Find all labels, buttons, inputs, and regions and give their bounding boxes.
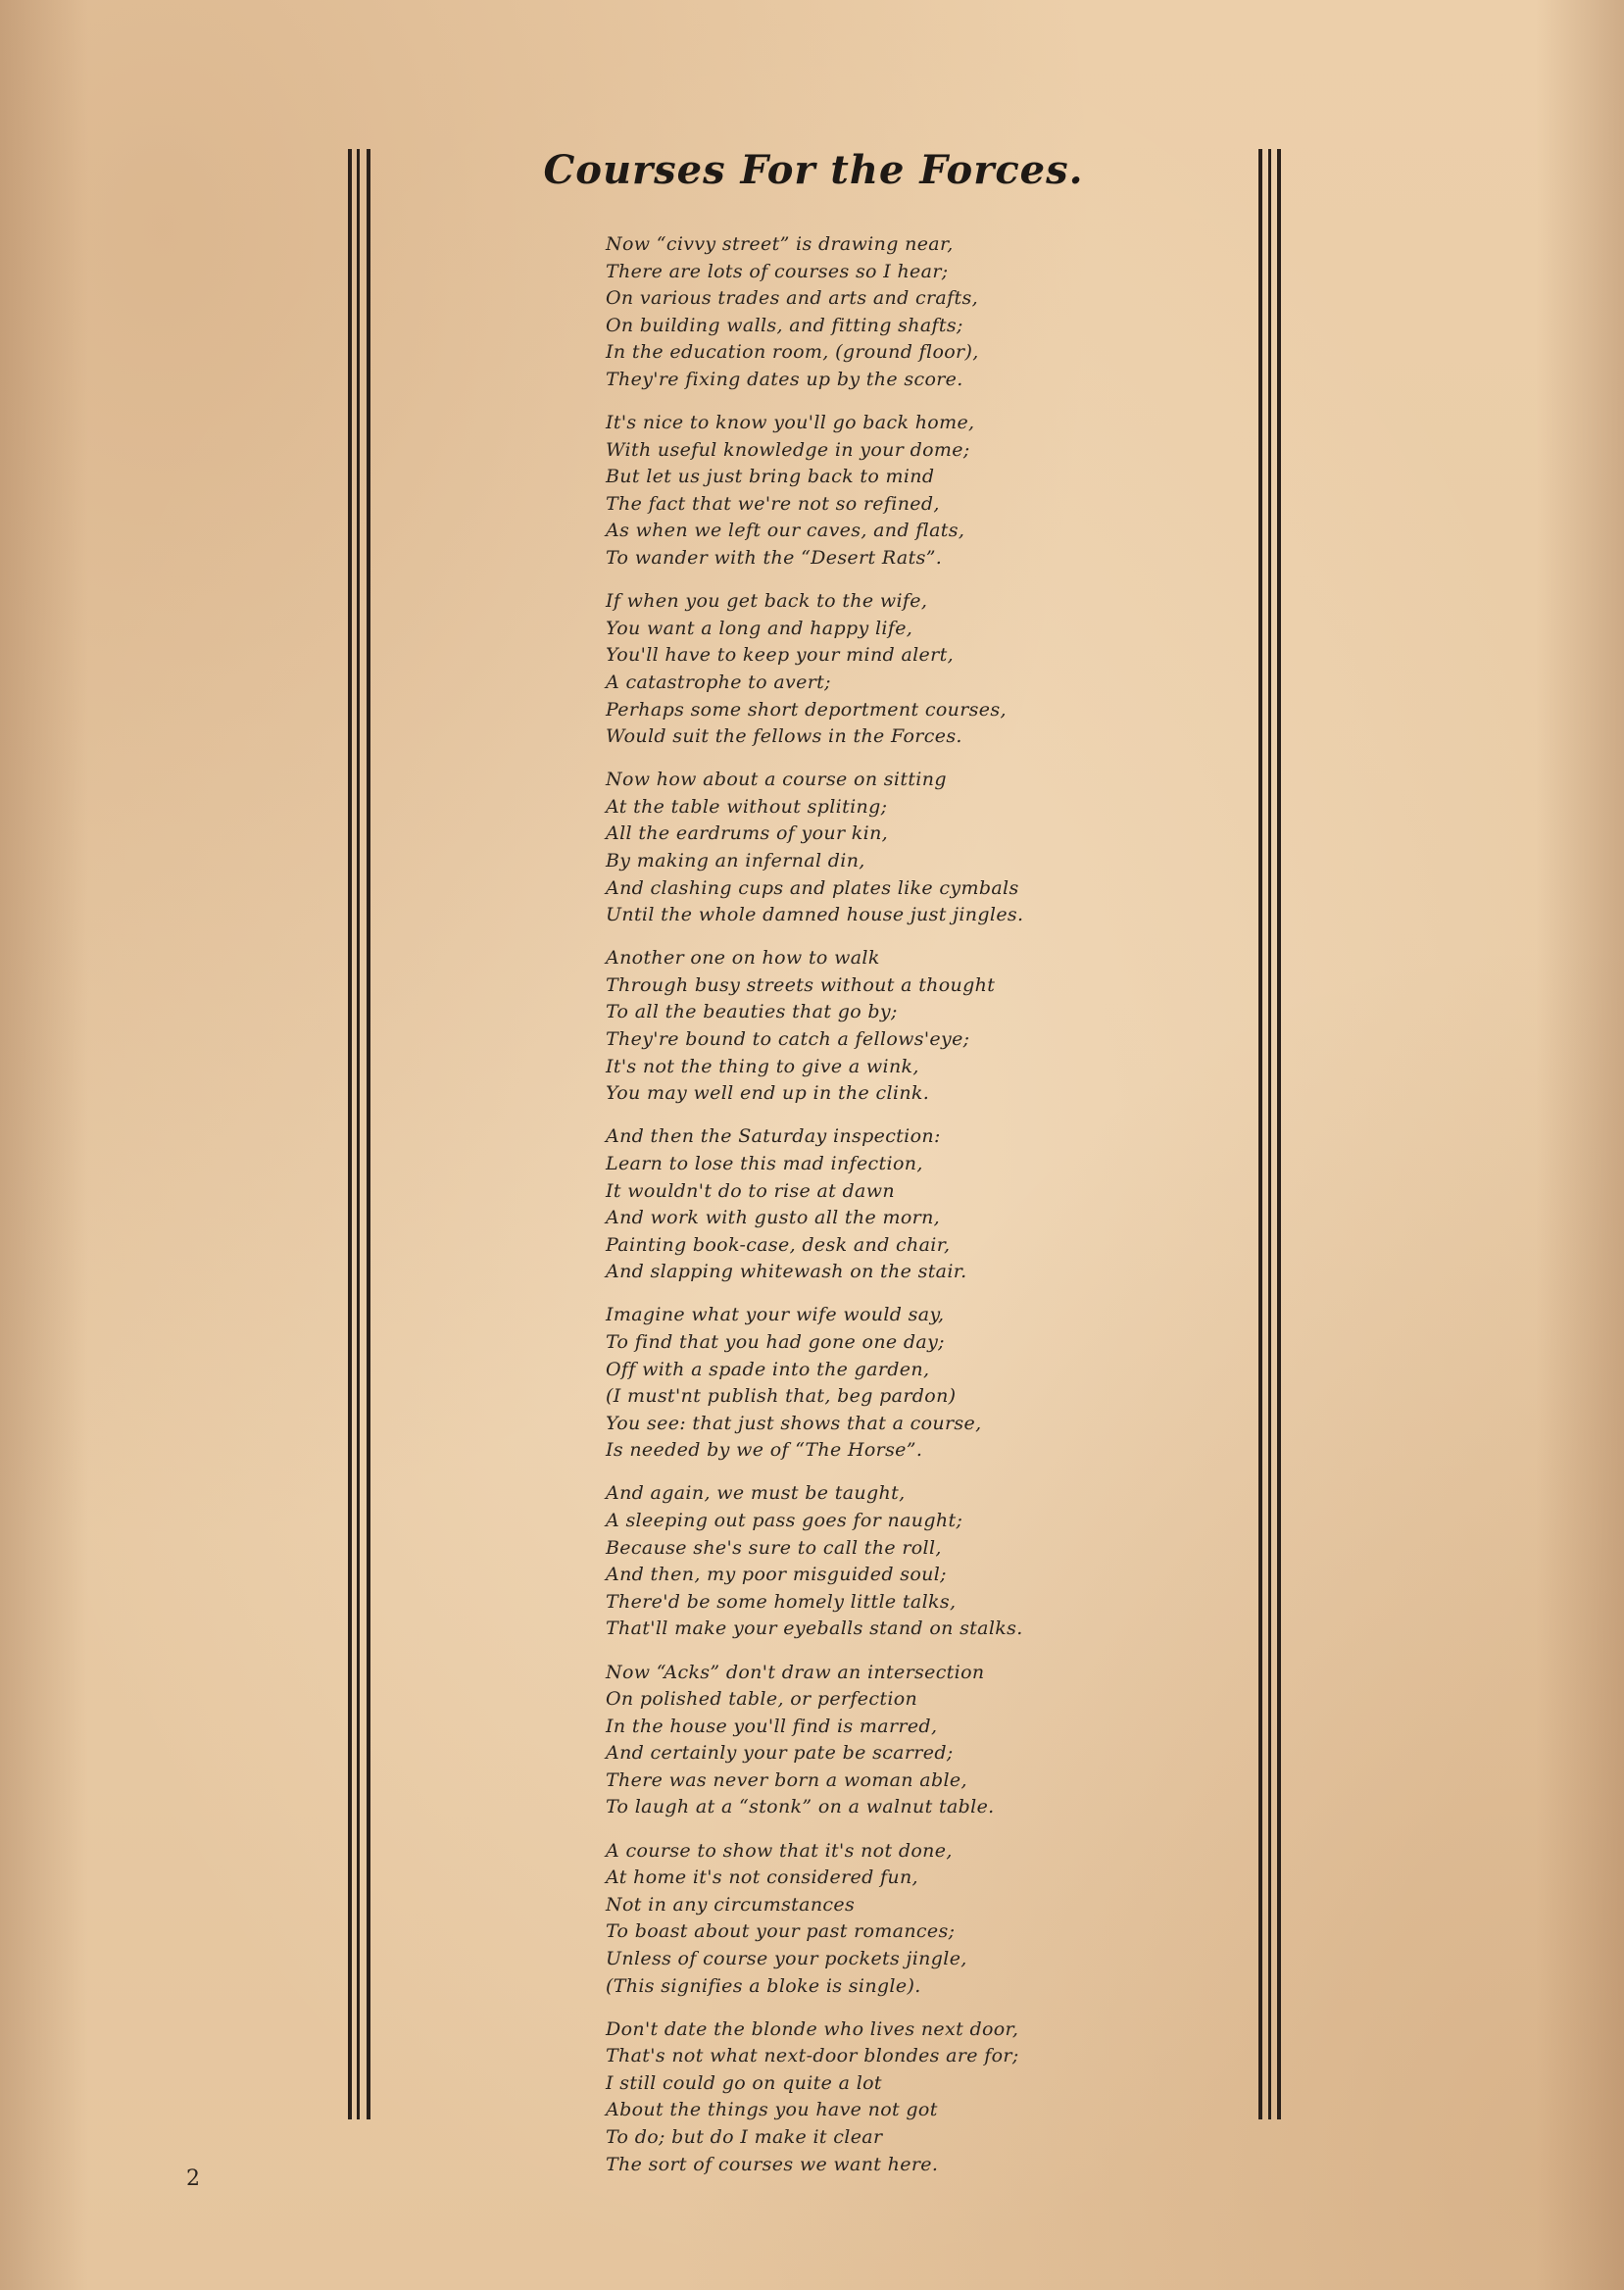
poem-line: A catastrophe to avert; — [606, 671, 831, 693]
poem-line: In the education room, (ground floor), — [606, 341, 979, 364]
poem-line: In the house you'll find is marred, — [606, 1715, 938, 1737]
stanza — [606, 588, 1174, 751]
poem-line: To find that you had gone one day; — [606, 1330, 945, 1353]
poem-line: Off with a spade into the garden, — [606, 1358, 930, 1380]
poem-line: All the eardrums of your kin, — [606, 822, 889, 845]
poem-line: And slapping whitewash on the stair. — [606, 1261, 967, 1283]
stanza — [606, 2016, 1174, 2179]
poem-line: And then, my poor misguided soul; — [606, 1564, 947, 1586]
poem-line: To boast about your past romances; — [606, 1920, 956, 1943]
poem-line: Learn to lose this mad infection, — [606, 1152, 923, 1174]
poem-line: To do; but do I make it clear — [606, 2126, 883, 2148]
poem-line: To wander with the “Desert Rats”. — [606, 547, 943, 570]
stanza — [606, 1302, 1174, 1465]
right-border-rule — [1258, 149, 1262, 2119]
poem-line: About the things you have not got — [606, 2099, 938, 2121]
poem-line: Through busy streets without a thought — [606, 973, 996, 996]
poem-line: Until the whole damned house just jingles. — [606, 904, 1024, 926]
poem-line: You may well end up in the clink. — [606, 1082, 930, 1105]
poem-line: There'd be some homely little talks, — [606, 1590, 957, 1613]
poem-line: To all the beauties that go by; — [606, 1001, 898, 1023]
stanza — [606, 1838, 1174, 2001]
stanza — [606, 410, 1174, 572]
poem-line: There was never born a woman able, — [606, 1768, 967, 1791]
right-border-rule — [1268, 149, 1271, 2119]
poem-line: You'll have to keep your mind alert, — [606, 644, 954, 667]
poem-line: On polished table, or perfection — [606, 1688, 918, 1711]
poem-line: And certainly your pate be scarred; — [606, 1742, 954, 1765]
poem-line: The fact that we're not so refined, — [606, 492, 940, 515]
poem-line: Perhaps some short deportment courses, — [606, 698, 1007, 721]
stanza — [606, 1480, 1174, 1643]
poem-line: You see: that just shows that a course, — [606, 1412, 982, 1434]
poem-line: At the table without spliting; — [606, 795, 888, 818]
poem-line: I still could go on quite a lot — [606, 2071, 882, 2094]
poem-line: The sort of courses we want here. — [606, 2153, 939, 2175]
poem-line: Is needed by we of “The Horse”. — [606, 1439, 923, 1462]
stanza — [606, 1660, 1174, 1822]
poem-line: And work with gusto all the morn, — [606, 1207, 941, 1229]
poem-line: A sleeping out pass goes for naught; — [606, 1510, 963, 1532]
poem-line: You want a long and happy life, — [606, 617, 913, 639]
page-edge-shadow-left — [0, 0, 88, 2290]
poem-line: Now “civvy street” is drawing near, — [606, 233, 954, 255]
stanza — [606, 231, 1174, 394]
stanza — [606, 1123, 1174, 1286]
poem-line: But let us just bring back to mind — [606, 466, 935, 488]
poem-line: They're fixing dates up by the score. — [606, 368, 963, 390]
poem-line: There are lots of courses so I hear; — [606, 260, 949, 282]
poem-line: (This signifies a bloke is single). — [606, 1974, 921, 1997]
poem-line: And clashing cups and plates like cymbals — [606, 876, 1019, 899]
poem-line: As when we left our caves, and flats, — [606, 520, 965, 542]
poem-body — [606, 231, 1174, 2195]
stanza — [606, 767, 1174, 929]
stanza — [606, 945, 1174, 1108]
poem-line: If when you get back to the wife, — [606, 590, 928, 613]
left-border-rule — [357, 149, 360, 2119]
poem-line: That's not what next-door blondes are for; — [606, 2045, 1019, 2067]
poem-title: Courses For the Forces. — [543, 147, 1084, 193]
left-border-rule — [367, 149, 370, 2119]
poem-line: Painting book-case, desk and chair, — [606, 1233, 951, 1256]
poem-line: Another one on how to walk — [606, 947, 880, 970]
poem-line: Imagine what your wife would say, — [606, 1304, 945, 1326]
poem-line: With useful knowledge in your dome; — [606, 438, 970, 461]
poem-line: That'll make your eyeballs stand on stalks. — [606, 1618, 1023, 1640]
poem-line: At home it's not considered fun, — [606, 1867, 918, 1889]
poem-line: By making an infernal din, — [606, 849, 865, 871]
poem-line: (I must'nt publish that, beg pardon) — [606, 1385, 957, 1408]
poem-line: Because she's sure to call the roll, — [606, 1536, 942, 1559]
poem-line: Now how about a course on sitting — [606, 769, 947, 791]
right-border-rule — [1277, 149, 1281, 2119]
page-edge-shadow-right — [1536, 0, 1624, 2290]
poem-line: Not in any circumstances — [606, 1893, 856, 1916]
poem-line: Unless of course your pockets jingle, — [606, 1947, 967, 1969]
poem-line: A course to show that it's not done, — [606, 1839, 953, 1862]
poem-line: They're bound to catch a fellows'eye; — [606, 1028, 970, 1051]
page-number: 2 — [186, 2166, 200, 2191]
poem-line: On various trades and arts and crafts, — [606, 287, 978, 310]
poem-line: It's nice to know you'll go back home, — [606, 412, 975, 434]
poem-line: It's not the thing to give a wink, — [606, 1055, 919, 1077]
poem-line: Would suit the fellows in the Forces. — [606, 725, 962, 748]
poem-line: Now “Acks” don't draw an intersection — [606, 1661, 985, 1683]
poem-line: And again, we must be taught, — [606, 1482, 906, 1505]
poem-line: It wouldn't do to rise at dawn — [606, 1179, 895, 1202]
poem-line: And then the Saturday inspection: — [606, 1125, 941, 1148]
poem-line: On building walls, and fitting shafts; — [606, 314, 963, 336]
poem-line: To laugh at a “stonk” on a walnut table. — [606, 1796, 995, 1818]
poem-line: Don't date the blonde who lives next door, — [606, 2017, 1019, 2040]
left-border-rule — [348, 149, 352, 2119]
